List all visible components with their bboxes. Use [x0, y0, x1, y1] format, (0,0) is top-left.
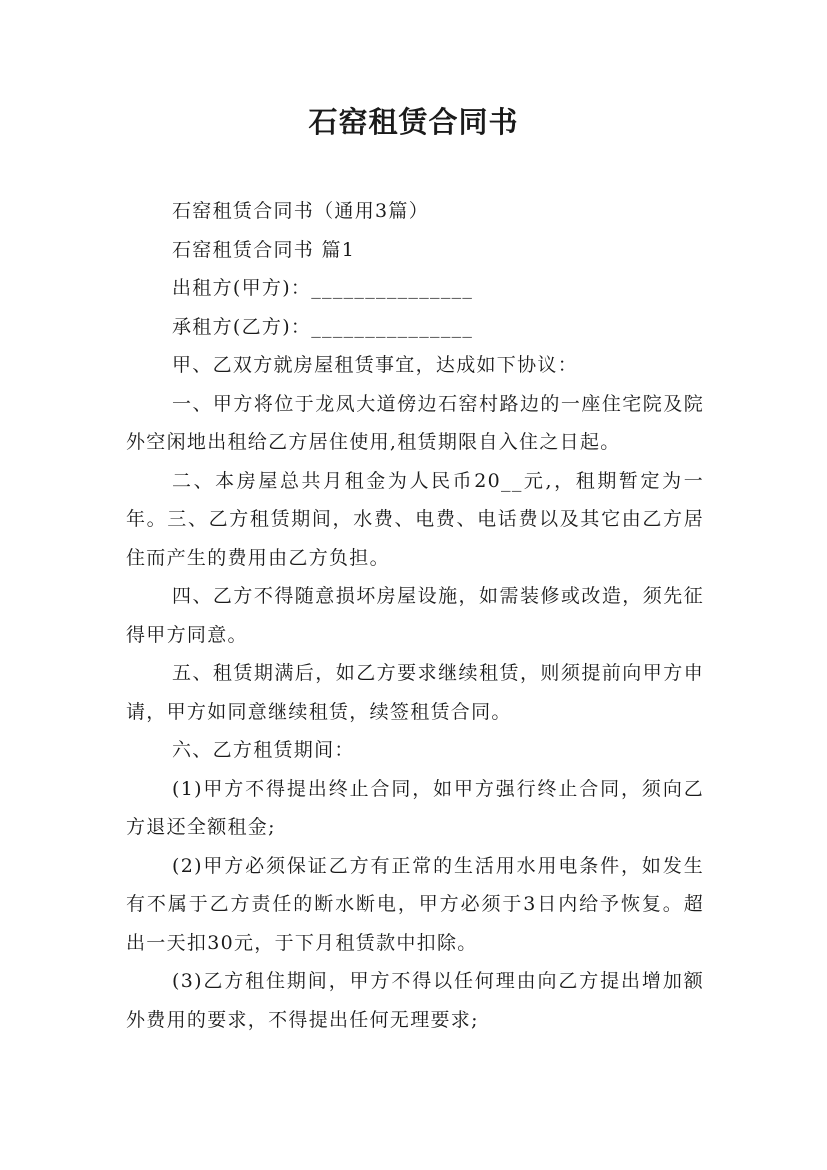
- paragraph-preamble: 甲、乙双方就房屋租赁事宜，达成如下协议：: [172, 354, 579, 376]
- document-title: 石窑租赁合同书: [308, 105, 519, 139]
- paragraph-clause-6-3: (3)乙方租住期间，甲方不得以任何理由向乙方提出增加额外费用的要求，不得提出任何无理要求;: [126, 970, 704, 1031]
- paragraph-lessee: 承租方(乙方)：_______________: [172, 315, 474, 338]
- paragraph-clause-6-2: (2)甲方必须保证乙方有正常的生活用水用电条件，如发生有不属于乙方责任的断水断电，甲方必须于3日内给予恢复。超出一天扣30元，于下月租赁款中扣除。: [126, 854, 704, 954]
- paragraph-clause-1: 一、甲方将位于龙凤大道傍边石窑村路边的一座住宅院及院外空闲地出租给乙方居住使用,租赁期限自入住之日起。: [126, 392, 704, 453]
- paragraph-clause-4: 四、乙方不得随意损坏房屋设施，如需装修或改造，须先征得甲方同意。: [126, 585, 704, 646]
- paragraph-clause-5: 五、租赁期满后，如乙方要求继续租赁，则须提前向甲方申请，甲方如同意继续租赁，续签租赁合同。: [126, 662, 704, 723]
- paragraph-subtitle: 石窑租赁合同书（通用3篇）: [172, 200, 429, 222]
- paragraph-section-heading: 石窑租赁合同书 篇1: [172, 238, 356, 261]
- document-body: [126, 192, 704, 1039]
- paragraph-clause-6: 六、乙方租赁期间：: [172, 739, 355, 761]
- paragraph-lessor: 出租方(甲方)：_______________: [172, 277, 474, 299]
- paragraph-clause-2-3: 二、本房屋总共月租金为人民币20__元,，租期暂定为一年。三、乙方租赁期间，水费、电费、电话费以及其它由乙方居住而产生的费用由乙方负担。: [126, 469, 704, 569]
- paragraph-clause-6-1: (1)甲方不得提出终止合同，如甲方强行终止合同，须向乙方退还全额租金;: [126, 777, 704, 838]
